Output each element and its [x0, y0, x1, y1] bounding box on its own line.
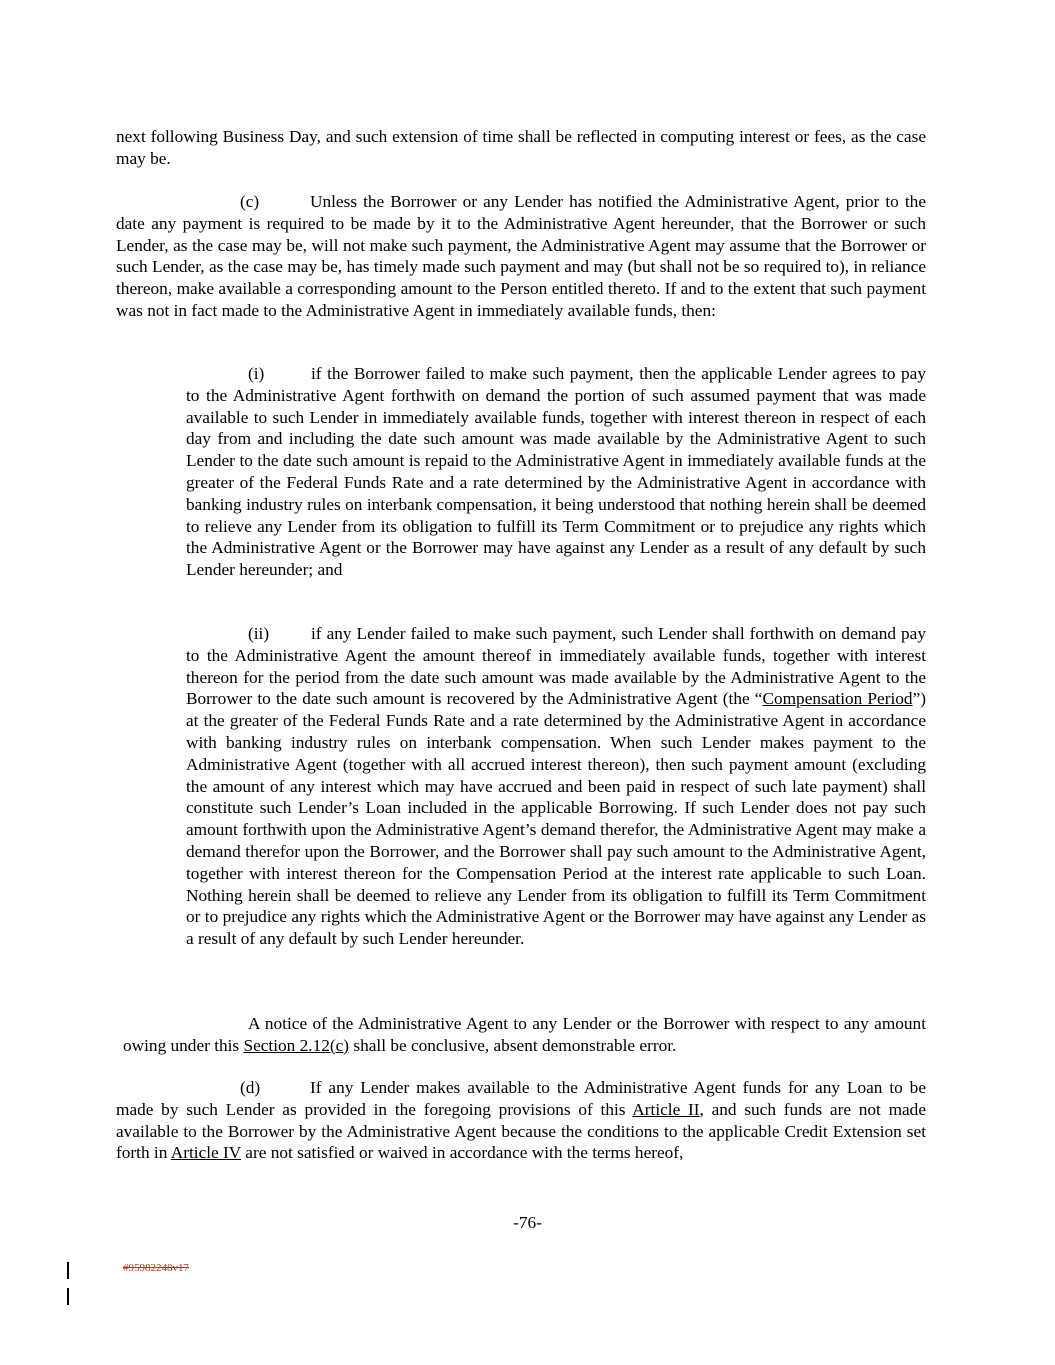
compensation-period-term: Compensation Period: [762, 689, 913, 709]
paragraph-c-label: (c): [240, 192, 260, 211]
paragraph-ii: (ii) if any Lender failed to make such payment, such Lender shall forthwith on demand pay to the Administrative Agent the amount thereof in immediately available funds, together with interest thereon for the period from the date such amount was made available by the Administrative Agent to the Borrower to the date such amount is recovered by the Administrative Agent (the “Compensation Period”) at the greater of the Federal Funds Rate and a rate determined by the Administrative Agent in accordance with banking industry rules on interbank compensation. When such Lender makes payment to the Administrative Agent (together with all accrued interest thereon), then such payment amount (excluding the amount of any interest which may have accrued and been paid in respect of such late payment) shall constitute such Lender’s Loan included in the applicable Borrowing. If such Lender does not pay such amount forthwith upon the Administrative Agent’s demand therefor, the Administrative Agent may make a demand therefor upon the Borrower, and the Borrower shall pay such amount to the Administrative Agent, together with interest thereon for the Compensation Period at the interest rate applicable to such Loan. Nothing herein shall be deemed to relieve any Lender from its obligation to fulfill its Term Commitment or to prejudice any rights which the Administrative Agent or the Borrower may have against any Lender as a result of any default by such Lender hereunder.: [186, 624, 926, 949]
paragraph-d: (d) If any Lender makes available to the Administrative Agent funds for any Loan to be made by such Lender as provided in the foregoing provisions of this Article II, and such funds are not made available to the Borrower by the Administrative Agent because the conditions to the applicable Credit Extension set forth in Article IV are not satisfied or waived in accordance with the terms hereof,: [116, 1078, 926, 1163]
paragraph-c-text: Unless the Borrower or any Lender has notified the Administrative Agent, prior to the date any payment is required to be made by it to the Administrative Agent hereunder, that the Borrower or such Lender, as the case may be, will not make such payment, the Administrative Agent may assume that the Borrower or such Lender, as the case may be, has timely made such payment and may (but shall not be so required to), in reliance thereon, make available a corresponding amount to the Person entitled thereto. If and to the extent that such payment was not in fact made to the Administrative Agent in immediately available funds, then:: [116, 192, 926, 320]
section-2-12c-link[interactable]: Section 2.12(c): [243, 1035, 350, 1055]
paragraph-continuation: next following Business Day, and such extension of time shall be reflected in computing interest or fees, as the case may be.: [116, 127, 926, 168]
article-ii-link[interactable]: Article II: [632, 1099, 700, 1119]
paragraph-i: [186, 363, 926, 581]
article-iv-link[interactable]: Article IV: [170, 1143, 241, 1163]
change-bar: [67, 1262, 69, 1279]
paragraph-notice: A notice of the Administrative Agent to any Lender or the Borrower with respect to any amount owing under this Section 2.12(c) shall be conclusive, absent demonstrable error.: [123, 1014, 926, 1055]
paragraph-i-text: if the Borrower failed to make such payment, then the applicable Lender agrees to pay to the Administrative Agent forthwith on demand the portion of such assumed payment that was made available to such Lender in immediately available funds, together with interest thereon in respect of each day from and including the date such amount was made available by the Administrative Agent to such Lender to the date such amount is repaid to the Administrative Agent in immediately available funds at the greater of the Federal Funds Rate and a rate determined by the Administrative Agent in accordance with banking industry rules on interbank compensation, it being understood that nothing herein shall be deemed to relieve any Lender from its obligation to fulfill its Term Commitment or to prejudice any rights which the Administrative Agent or the Borrower may have against any Lender as a result of any default by such Lender hereunder; and: [186, 364, 926, 580]
paragraph-i-label: (i): [248, 364, 265, 383]
paragraph-ii-label: (ii): [248, 624, 270, 643]
change-bar: [67, 1288, 69, 1305]
page-number: -76-: [513, 1213, 542, 1232]
paragraph-d-label: (d): [240, 1078, 261, 1097]
document-id: #95982248v17: [123, 1262, 189, 1274]
paragraph-c: [116, 191, 926, 322]
